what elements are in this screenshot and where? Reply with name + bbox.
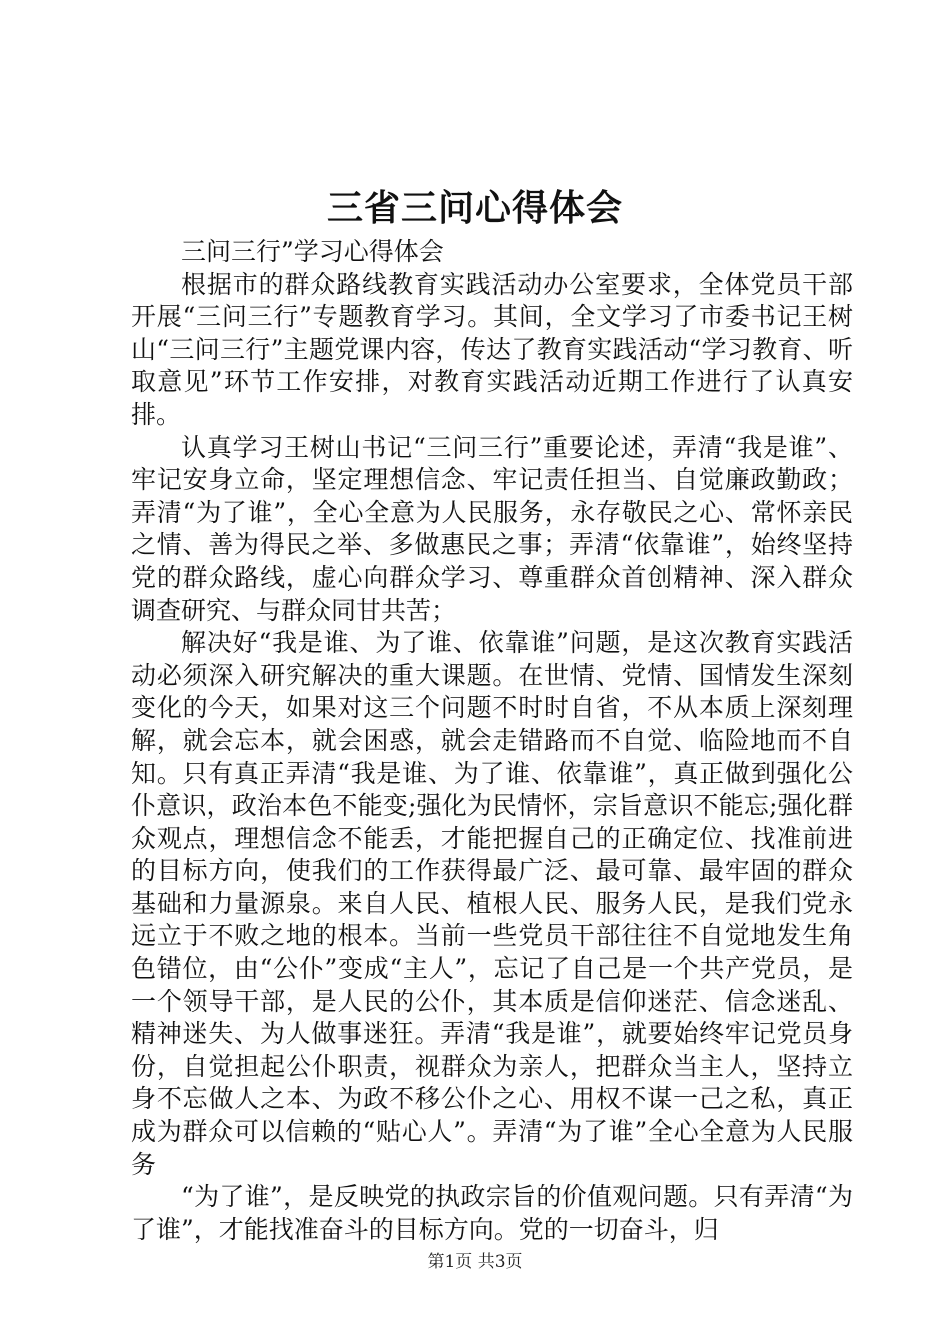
document-title: 三省三问心得体会 [326, 187, 623, 229]
paragraph: 解决好“我是谁、为了谁、依靠谁”问题，是这次教育实践活动必须深入研究解决的重大课题。在世情、党情、国情发生深刻变化的今天，如果对这三个问题不时时自省，不从本质上深刻理解，就会忘本，就会困惑，就会走错路而不自觉、临险地而不自知。只有真正弄清“我是谁、为了谁、依靠谁”，真正做到强化公仆意识，政治本色不能变;强化为民情怀，宗旨意识不能忘;强化群众观点，理想信念不能丢，才能把握自己的正确定位、找准前进的目标方向，使我们的工作获得最广泛、最可靠、最牢固的群众基础和力量源泉。来自人民、植根人民、服务人民，是我们党永远立于不败之地的根本。当前一些党员干部往往不自觉地发生角色错位，由“公仆”变成“主人”，忘记了自己是一个共产党员，是一个领导干部，是人民的公仆，其本质是信仰迷茫、信念迷乱、精神迷失、为人做事迷狂。弄清“我是谁”，就要始终牢记党员身份，自觉担起公仆职责，视群众为亲人，把群众当主人，坚持立身不忘做人之本、为政不移公仆之心、用权不谋一己之私，真正成为群众可以信赖的“贴心人”。弄清“为了谁”全心全意为人民服务 [131, 628, 853, 1179]
paragraph: “为了谁”，是反映党的执政宗旨的价值观问题。只有弄清“为了谁”，才能找准奋斗的目标方向。党的一切奋斗，归 [131, 1182, 853, 1244]
paragraph: 根据市的群众路线教育实践活动办公室要求，全体党员干部开展“三问三行”专题教育学习。其间，全文学习了市委书记王树山“三问三行”主题党课内容，传达了教育实践活动“学习教育、听取意见”环节工作安排，对教育实践活动近期工作进行了认真安排。 [131, 269, 853, 429]
page-footer: 第1页 共3页 [427, 1252, 523, 1272]
document-body [131, 236, 853, 1246]
paragraph: 认真学习王树山书记“三问三行”重要论述，弄清“我是谁”、牢记安身立命，坚定理想信念、牢记责任担当、自觉廉政勤政；弄清“为了谁”，全心全意为人民服务，永存敬民之心、常怀亲民之情、善为得民之举、多做惠民之事；弄清“依靠谁”，始终坚持党的群众路线，虚心向群众学习、尊重群众首创精神、深入群众调查研究、与群众同甘共苦； [131, 432, 853, 625]
paragraph-subtitle: 三问三行”学习心得体会 [181, 237, 444, 266]
